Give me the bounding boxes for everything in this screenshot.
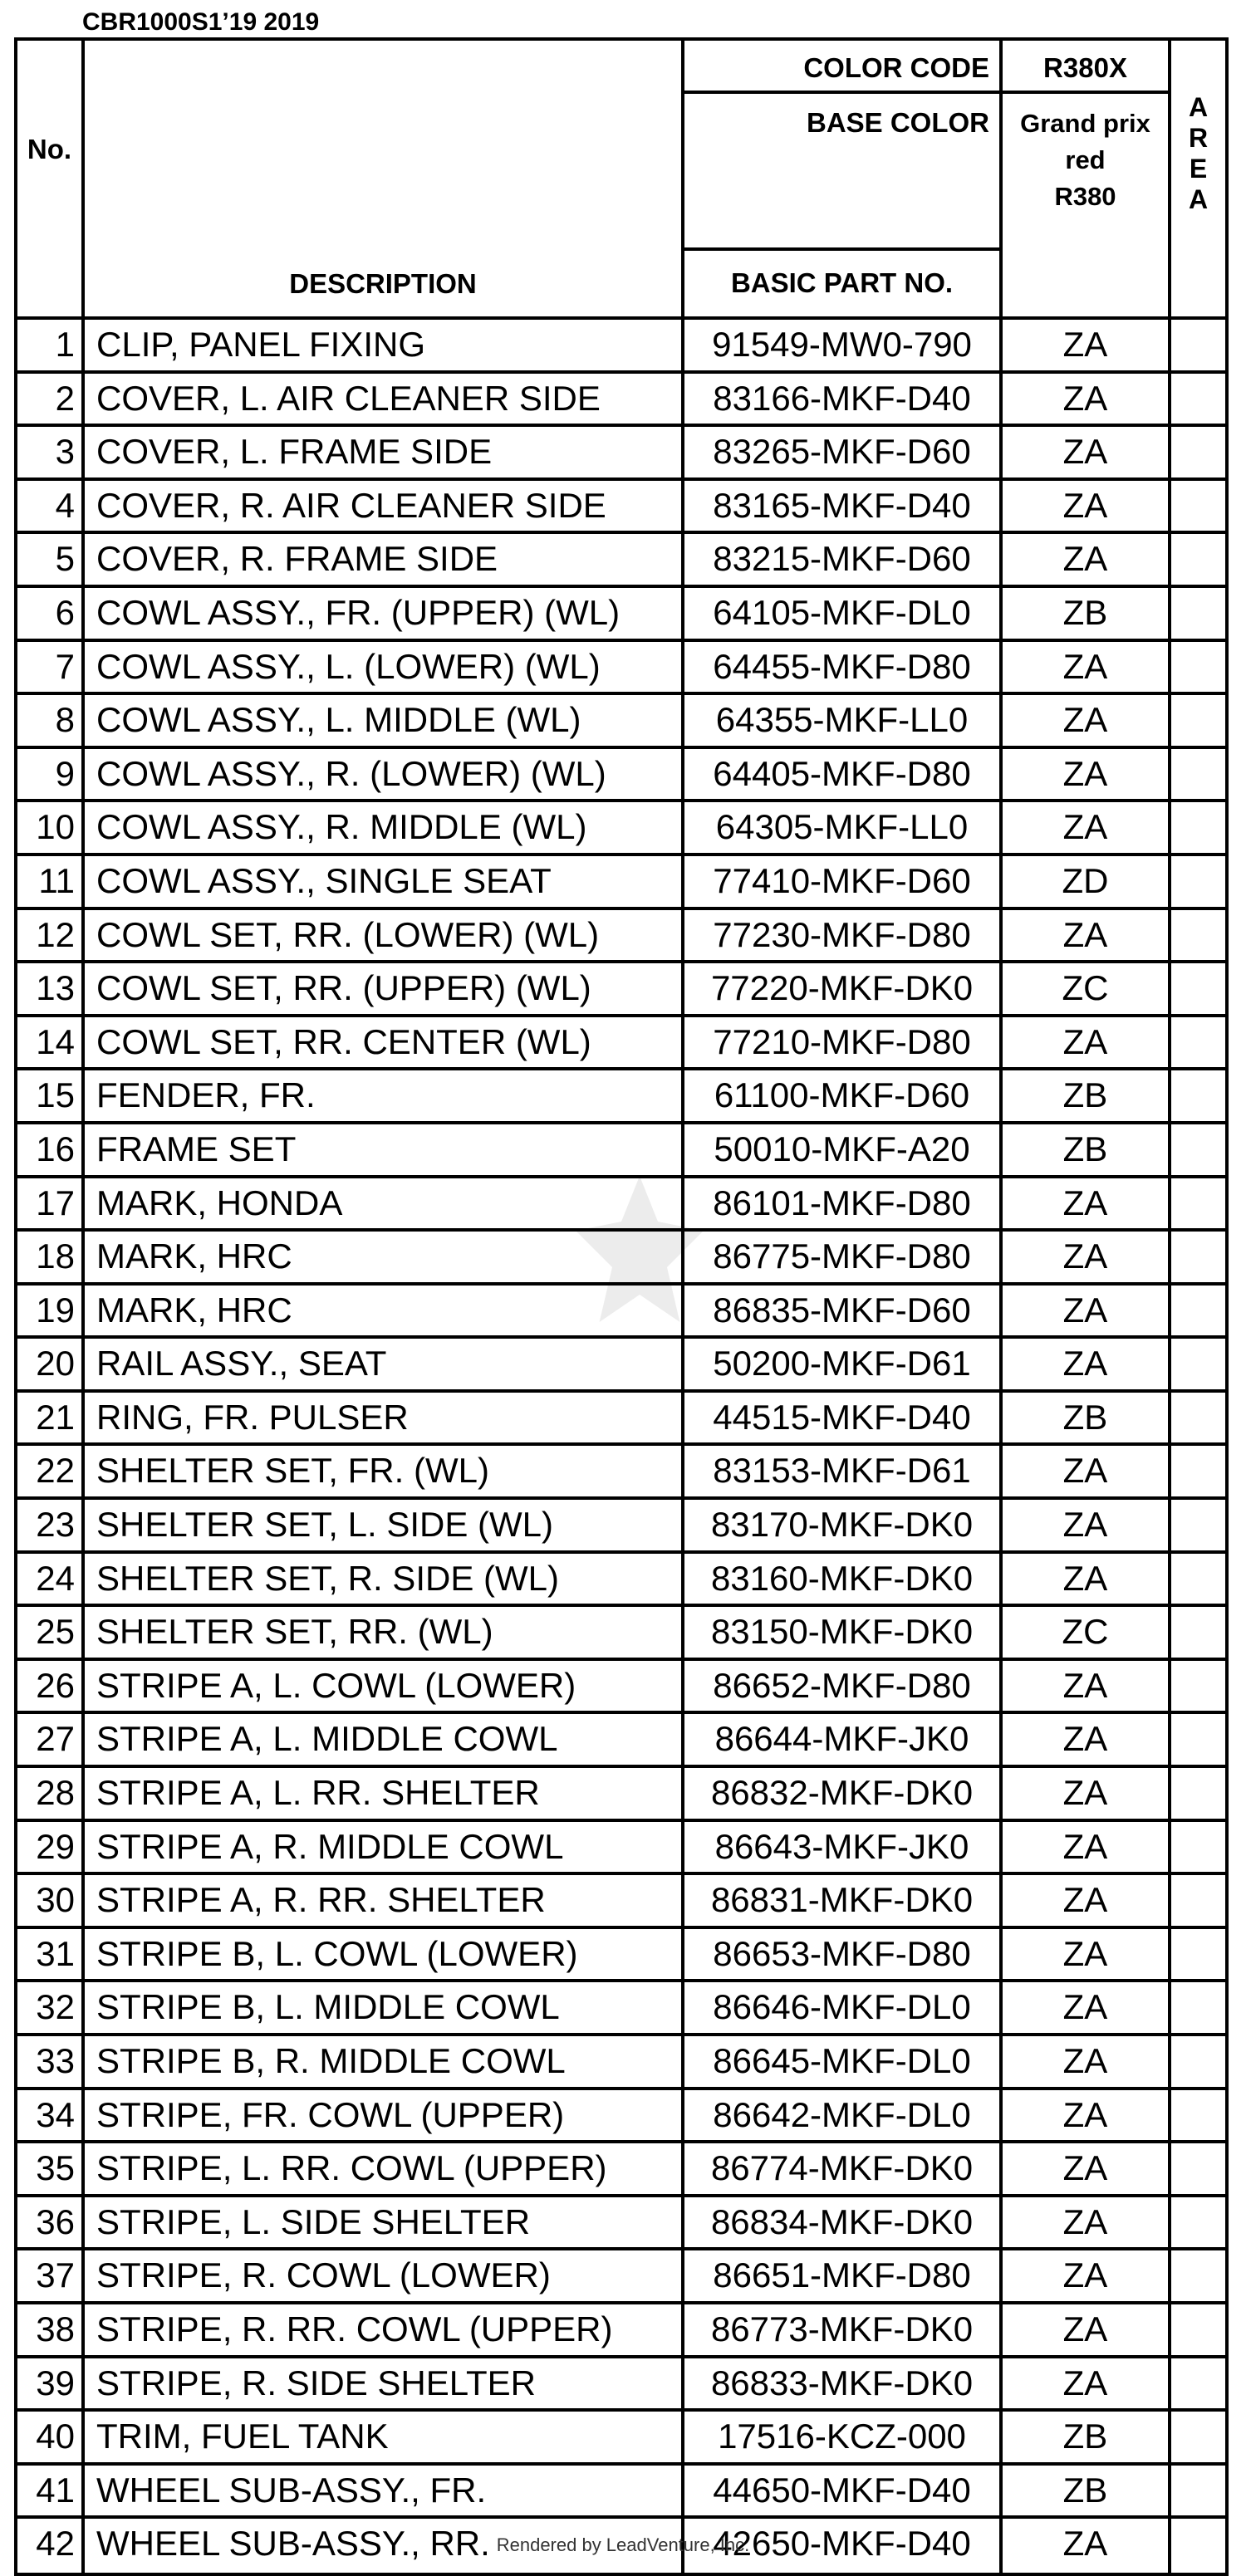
row-part-number: 44515-MKF-D40 [684, 1393, 1003, 1443]
row-area [1171, 374, 1225, 424]
row-number: 32 [17, 1982, 85, 2033]
row-part-number: 86835-MKF-D60 [684, 1286, 1003, 1336]
row-color-code: ZA [1003, 1875, 1171, 1926]
row-color-code: ZC [1003, 963, 1171, 1014]
row-description: COWL SET, RR. CENTER (WL) [85, 1017, 684, 1068]
row-number: 37 [17, 2250, 85, 2301]
row-description: STRIPE B, L. MIDDLE COWL [85, 1982, 684, 2033]
row-area [1171, 2466, 1225, 2516]
row-description: COWL SET, RR. (UPPER) (WL) [85, 963, 684, 1014]
row-color-code: ZA [1003, 2358, 1171, 2409]
row-number: 1 [17, 320, 85, 370]
table-row [17, 1875, 1225, 1929]
row-description: STRIPE, FR. COWL (UPPER) [85, 2090, 684, 2141]
row-number: 13 [17, 963, 85, 1014]
row-color-code: ZA [1003, 2250, 1171, 2301]
page-title: CBR1000S1’19 2019 [82, 8, 320, 36]
row-area [1171, 320, 1225, 370]
row-area [1171, 588, 1225, 639]
row-part-number: 83170-MKF-DK0 [684, 1500, 1003, 1550]
row-area [1171, 963, 1225, 1014]
row-number: 20 [17, 1339, 85, 1389]
row-area [1171, 534, 1225, 585]
table-row [17, 2250, 1225, 2304]
row-area [1171, 1714, 1225, 1765]
table-row [17, 1070, 1225, 1124]
row-area [1171, 2412, 1225, 2462]
row-part-number: 83166-MKF-D40 [684, 374, 1003, 424]
row-number: 31 [17, 1929, 85, 1980]
row-description: STRIPE A, R. MIDDLE COWL [85, 1822, 684, 1873]
row-part-number: 64305-MKF-LL0 [684, 802, 1003, 853]
row-number: 30 [17, 1875, 85, 1926]
row-number: 19 [17, 1286, 85, 1336]
row-color-code: ZA [1003, 1554, 1171, 1604]
row-color-code: ZB [1003, 588, 1171, 639]
row-part-number: 86773-MKF-DK0 [684, 2304, 1003, 2355]
row-color-code: ZA [1003, 2304, 1171, 2355]
row-part-number: 44650-MKF-D40 [684, 2466, 1003, 2516]
row-number: 2 [17, 374, 85, 424]
table-row [17, 1393, 1225, 1447]
table-row [17, 963, 1225, 1017]
row-area [1171, 1661, 1225, 1712]
table-row [17, 1929, 1225, 1983]
row-number: 42 [17, 2519, 85, 2573]
row-description: COWL SET, RR. (LOWER) (WL) [85, 910, 684, 961]
row-part-number: 86643-MKF-JK0 [684, 1822, 1003, 1873]
row-description: COWL ASSY., SINGLE SEAT [85, 856, 684, 907]
row-area [1171, 856, 1225, 907]
row-area [1171, 1178, 1225, 1229]
row-area [1171, 1929, 1225, 1980]
row-part-number: 86831-MKF-DK0 [684, 1875, 1003, 1926]
footer-note: Rendered by LeadVenture, Inc. [496, 2534, 750, 2555]
row-description: RING, FR. PULSER [85, 1393, 684, 1443]
table-row [17, 1554, 1225, 1608]
table-row [17, 1607, 1225, 1661]
row-description: COWL ASSY., R. MIDDLE (WL) [85, 802, 684, 853]
row-part-number: 91549-MW0-790 [684, 320, 1003, 370]
row-color-code: ZA [1003, 1232, 1171, 1282]
row-number: 15 [17, 1070, 85, 1121]
row-part-number: 86645-MKF-DL0 [684, 2036, 1003, 2087]
row-part-number: 83160-MKF-DK0 [684, 1554, 1003, 1604]
row-description: MARK, HRC [85, 1232, 684, 1282]
color-name-line: Grand prix [1020, 109, 1150, 138]
row-color-code: ZA [1003, 1661, 1171, 1712]
row-part-number: 86834-MKF-DK0 [684, 2197, 1003, 2248]
row-color-code: ZA [1003, 1714, 1171, 1765]
row-description: STRIPE, L. RR. COWL (UPPER) [85, 2143, 684, 2194]
row-area [1171, 1339, 1225, 1389]
row-number: 26 [17, 1661, 85, 1712]
row-description: COVER, R. AIR CLEANER SIDE [85, 481, 684, 531]
row-area [1171, 2090, 1225, 2141]
row-number: 18 [17, 1232, 85, 1282]
row-part-number: 77210-MKF-D80 [684, 1017, 1003, 1068]
table-row [17, 1714, 1225, 1768]
row-part-number: 61100-MKF-D60 [684, 1070, 1003, 1121]
row-number: 40 [17, 2412, 85, 2462]
table-row [17, 1768, 1225, 1822]
area-letter: R [1188, 123, 1209, 153]
color-name-line: red [1065, 145, 1106, 174]
row-description: STRIPE, R. RR. COWL (UPPER) [85, 2304, 684, 2355]
row-color-code: ZB [1003, 1070, 1171, 1121]
row-number: 27 [17, 1714, 85, 1765]
row-part-number: 83265-MKF-D60 [684, 427, 1003, 477]
row-part-number: 86653-MKF-D80 [684, 1929, 1003, 1980]
row-part-number: 86775-MKF-D80 [684, 1232, 1003, 1282]
color-code-value: R380X [1003, 41, 1168, 94]
row-description: STRIPE, R. COWL (LOWER) [85, 2250, 684, 2301]
table-row [17, 2358, 1225, 2412]
table-row [17, 2466, 1225, 2520]
row-color-code: ZA [1003, 1286, 1171, 1336]
row-part-number: 50010-MKF-A20 [684, 1124, 1003, 1175]
row-color-code: ZA [1003, 802, 1171, 853]
row-number: 12 [17, 910, 85, 961]
row-description: COWL ASSY., R. (LOWER) (WL) [85, 749, 684, 800]
table-row [17, 2036, 1225, 2090]
header-description-cell [85, 41, 684, 316]
row-number: 3 [17, 427, 85, 477]
row-part-number: 86774-MKF-DK0 [684, 2143, 1003, 2194]
row-area [1171, 1070, 1225, 1121]
row-description: RAIL ASSY., SEAT [85, 1339, 684, 1389]
row-area [1171, 1607, 1225, 1658]
row-part-number: 83215-MKF-D60 [684, 534, 1003, 585]
row-description: SHELTER SET, FR. (WL) [85, 1446, 684, 1496]
row-number: 9 [17, 749, 85, 800]
row-part-number: 86832-MKF-DK0 [684, 1768, 1003, 1819]
row-number: 16 [17, 1124, 85, 1175]
row-number: 28 [17, 1768, 85, 1819]
row-description: SHELTER SET, R. SIDE (WL) [85, 1554, 684, 1604]
row-description: CLIP, PANEL FIXING [85, 320, 684, 370]
row-part-number: 77410-MKF-D60 [684, 856, 1003, 907]
row-number: 25 [17, 1607, 85, 1658]
table-row [17, 534, 1225, 588]
table-row [17, 1017, 1225, 1071]
row-part-number: 83153-MKF-D61 [684, 1446, 1003, 1496]
row-area [1171, 2358, 1225, 2409]
row-part-number: 42650-MKF-D40 [684, 2519, 1003, 2573]
row-color-code: ZD [1003, 856, 1171, 907]
row-area [1171, 1982, 1225, 2033]
table-row [17, 374, 1225, 428]
table-row [17, 1446, 1225, 1500]
row-description: FENDER, FR. [85, 1070, 684, 1121]
row-number: 6 [17, 588, 85, 639]
table-row [17, 2197, 1225, 2251]
row-number: 8 [17, 695, 85, 746]
row-description: STRIPE B, R. MIDDLE COWL [85, 2036, 684, 2087]
row-color-code: ZA [1003, 749, 1171, 800]
table-row [17, 2304, 1225, 2358]
header-color-cell [1003, 41, 1171, 316]
row-part-number: 64105-MKF-DL0 [684, 588, 1003, 639]
row-description: WHEEL SUB-ASSY., RR. [85, 2519, 684, 2573]
table-row [17, 856, 1225, 910]
row-area [1171, 2197, 1225, 2248]
row-description: WHEEL SUB-ASSY., FR. [85, 2466, 684, 2516]
row-color-code: ZA [1003, 427, 1171, 477]
row-number: 4 [17, 481, 85, 531]
row-part-number: 86651-MKF-D80 [684, 2250, 1003, 2301]
row-part-number: 86644-MKF-JK0 [684, 1714, 1003, 1765]
row-description: FRAME SET [85, 1124, 684, 1175]
row-area [1171, 1875, 1225, 1926]
row-color-code: ZB [1003, 1393, 1171, 1443]
table-row [17, 1661, 1225, 1715]
row-area [1171, 802, 1225, 853]
row-color-code: ZA [1003, 910, 1171, 961]
row-number: 38 [17, 2304, 85, 2355]
header-color-code-label: COLOR CODE [803, 52, 989, 83]
row-color-code: ZA [1003, 374, 1171, 424]
row-description: TRIM, FUEL TANK [85, 2412, 684, 2462]
table-header [17, 41, 1225, 320]
table-row [17, 1822, 1225, 1876]
row-color-code: ZA [1003, 695, 1171, 746]
color-name-line: R380 [1054, 182, 1116, 211]
row-description: STRIPE A, R. RR. SHELTER [85, 1875, 684, 1926]
row-number: 17 [17, 1178, 85, 1229]
row-area [1171, 1393, 1225, 1443]
header-part-cell [684, 41, 1003, 316]
row-area [1171, 1554, 1225, 1604]
table-row [17, 481, 1225, 535]
header-color-code-row [684, 41, 999, 94]
row-part-number: 86642-MKF-DL0 [684, 2090, 1003, 2141]
header-base-color-label: BASE COLOR [806, 107, 989, 138]
table-row [17, 749, 1225, 803]
row-number: 39 [17, 2358, 85, 2409]
row-number: 29 [17, 1822, 85, 1873]
row-area [1171, 2143, 1225, 2194]
row-color-code: ZA [1003, 320, 1171, 370]
row-color-code: ZA [1003, 1822, 1171, 1873]
header-no-label: No. [27, 134, 72, 164]
row-area [1171, 2250, 1225, 2301]
table-row [17, 802, 1225, 856]
table-row [17, 2143, 1225, 2197]
row-description: SHELTER SET, RR. (WL) [85, 1607, 684, 1658]
row-color-code: ZA [1003, 1500, 1171, 1550]
row-description: STRIPE A, L. MIDDLE COWL [85, 1714, 684, 1765]
table-row [17, 588, 1225, 642]
row-color-code: ZA [1003, 481, 1171, 531]
table-row [17, 427, 1225, 481]
table-body [17, 320, 1225, 2573]
watermark-logo [548, 1163, 731, 1354]
row-description: COWL ASSY., L. (LOWER) (WL) [85, 642, 684, 693]
color-name [1003, 94, 1168, 215]
row-color-code: ZA [1003, 1768, 1171, 1819]
row-part-number: 77230-MKF-D80 [684, 910, 1003, 961]
row-color-code: ZB [1003, 2412, 1171, 2462]
row-color-code: ZA [1003, 534, 1171, 585]
table-row [17, 695, 1225, 749]
row-area [1171, 642, 1225, 693]
header-basic-part-label: BASIC PART NO. [730, 267, 954, 298]
row-area [1171, 1822, 1225, 1873]
row-part-number: 83150-MKF-DK0 [684, 1607, 1003, 1658]
row-part-number: 64355-MKF-LL0 [684, 695, 1003, 746]
table-row [17, 2412, 1225, 2466]
row-part-number: 77220-MKF-DK0 [684, 963, 1003, 1014]
row-description: COVER, L. FRAME SIDE [85, 427, 684, 477]
table-row [17, 642, 1225, 696]
row-color-code: ZA [1003, 2519, 1171, 2573]
row-color-code: ZA [1003, 1929, 1171, 1980]
row-color-code: ZA [1003, 2143, 1171, 2194]
area-label [1171, 92, 1225, 215]
row-area [1171, 749, 1225, 800]
area-letter: A [1188, 92, 1209, 122]
header-basic-part-row [684, 251, 999, 316]
row-area [1171, 2036, 1225, 2087]
row-description: COWL ASSY., FR. (UPPER) (WL) [85, 588, 684, 639]
area-letter: E [1189, 154, 1208, 184]
row-color-code: ZA [1003, 1982, 1171, 2033]
row-area [1171, 1232, 1225, 1282]
area-letter: A [1188, 184, 1209, 214]
row-number: 36 [17, 2197, 85, 2248]
row-description: COVER, L. AIR CLEANER SIDE [85, 374, 684, 424]
header-base-color-row [684, 94, 999, 251]
header-area-cell [1171, 41, 1225, 316]
row-area [1171, 910, 1225, 961]
row-number: 10 [17, 802, 85, 853]
row-number: 7 [17, 642, 85, 693]
row-description: STRIPE, R. SIDE SHELTER [85, 2358, 684, 2409]
row-description: STRIPE A, L. COWL (LOWER) [85, 1661, 684, 1712]
row-number: 35 [17, 2143, 85, 2194]
row-color-code: ZB [1003, 1124, 1171, 1175]
row-description: STRIPE B, L. COWL (LOWER) [85, 1929, 684, 1980]
row-description: COVER, R. FRAME SIDE [85, 534, 684, 585]
row-number: 21 [17, 1393, 85, 1443]
row-number: 5 [17, 534, 85, 585]
table-row [17, 910, 1225, 964]
table-row [17, 1500, 1225, 1554]
row-area [1171, 481, 1225, 531]
row-number: 41 [17, 2466, 85, 2516]
row-color-code: ZC [1003, 1607, 1171, 1658]
row-description: MARK, HRC [85, 1286, 684, 1336]
row-part-number: 83165-MKF-D40 [684, 481, 1003, 531]
row-part-number: 64455-MKF-D80 [684, 642, 1003, 693]
header-description-label: DESCRIPTION [289, 268, 477, 299]
row-area [1171, 2304, 1225, 2355]
row-description: MARK, HONDA [85, 1178, 684, 1229]
header-no-cell [17, 41, 85, 316]
row-number: 11 [17, 856, 85, 907]
row-color-code: ZA [1003, 2036, 1171, 2087]
row-number: 14 [17, 1017, 85, 1068]
row-number: 34 [17, 2090, 85, 2141]
row-area [1171, 1124, 1225, 1175]
row-number: 33 [17, 2036, 85, 2087]
row-description: SHELTER SET, L. SIDE (WL) [85, 1500, 684, 1550]
row-number: 24 [17, 1554, 85, 1604]
row-color-code: ZA [1003, 2197, 1171, 2248]
row-area [1171, 1768, 1225, 1819]
row-color-code: ZA [1003, 1178, 1171, 1229]
row-color-code: ZA [1003, 1446, 1171, 1496]
row-part-number: 86652-MKF-D80 [684, 1661, 1003, 1712]
row-area [1171, 1017, 1225, 1068]
table-row [17, 2090, 1225, 2144]
row-color-code: ZA [1003, 2090, 1171, 2141]
row-number: 22 [17, 1446, 85, 1496]
row-part-number: 86833-MKF-DK0 [684, 2358, 1003, 2409]
row-part-number: 17516-KCZ-000 [684, 2412, 1003, 2462]
row-part-number: 86646-MKF-DL0 [684, 1982, 1003, 2033]
row-color-code: ZA [1003, 1017, 1171, 1068]
row-part-number: 86101-MKF-D80 [684, 1178, 1003, 1229]
row-color-code: ZB [1003, 2466, 1171, 2516]
row-number: 23 [17, 1500, 85, 1550]
row-area [1171, 1500, 1225, 1550]
row-area [1171, 427, 1225, 477]
row-area [1171, 695, 1225, 746]
row-part-number: 50200-MKF-D61 [684, 1339, 1003, 1389]
table-row [17, 320, 1225, 374]
row-area [1171, 1446, 1225, 1496]
row-description: STRIPE, L. SIDE SHELTER [85, 2197, 684, 2248]
row-color-code: ZA [1003, 642, 1171, 693]
row-color-code: ZA [1003, 1339, 1171, 1389]
row-description: COWL ASSY., L. MIDDLE (WL) [85, 695, 684, 746]
table-row [17, 1982, 1225, 2036]
row-area [1171, 1286, 1225, 1336]
row-description: STRIPE A, L. RR. SHELTER [85, 1768, 684, 1819]
row-part-number: 64405-MKF-D80 [684, 749, 1003, 800]
